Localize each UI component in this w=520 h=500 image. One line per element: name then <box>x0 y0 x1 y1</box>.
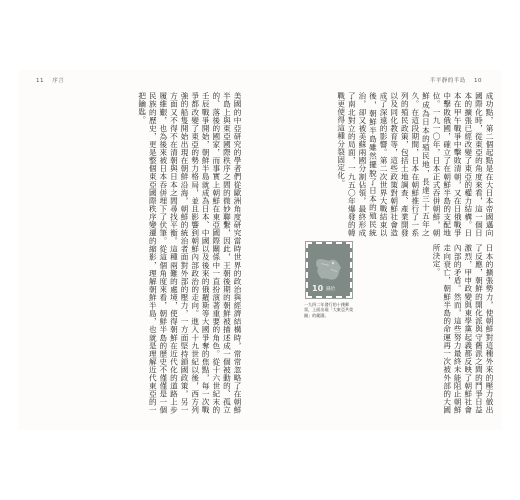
stamp-value-cjk: 錢拾 <box>326 287 335 292</box>
right-running-head: 半平靜的半島 <box>429 78 466 84</box>
right-folio <box>430 76 482 84</box>
right-page-body-upper: 成功點，第二個起點是在大日本帝國邁向國際化時，從東亞的角度來看，這一個日本的擴張已經改變了東亞的權力結構。日本在甲午戰爭中擊敗清朝，又在日俄戰爭中擊敗俄國，確立了在朝鮮半島的支配地位。一九一〇年，日本正式吞併朝鮮，朝鮮成為日本的殖民地，長達三十五年之久。在這段期間，日本在朝鮮推行了一系列的殖民政策，包括土地調查、產業開發以及同化教育等，這些政策對朝鮮社會造成了深遠的影響。第二次世界大戰結束以後，朝鮮半島雖然擺脫了日本的殖民統治，卻又被美蘇兩國分割佔領，最終形成了南北對立的局面，一九五〇年爆發的韓戰更使得這種分裂固定化。 <box>336 92 494 237</box>
left-page-number: 11 <box>36 78 44 84</box>
right-page-number: 10 <box>474 78 482 84</box>
left-page-body-text: 美國的中亞研究的學者們從歐洲角度研究當時世界的政治與經濟結構時，常常忽略了在朝鮮半島上與東亞國際秩序之間的微妙聯繫，因此，王朝後期的朝鮮被描述成一個被動的、孤立的、落後的國家，而事實上朝鮮在東亞國際關係中一直扮演著重要的角色。從十六世紀末的壬辰戰爭開始，朝鮮半島就成為日本、中國以及後來的俄羅斯等大國爭奪的焦點，每一次戰爭都改變了東亞的勢力格局，並且影響到朝鮮內部政治的走向。進入十九世紀以後，西方列強的船隻開始出現在朝鮮沿海，朝鮮的統治者面對外部的壓力，一方面堅持鎖國政策，另一方面又不得不在清朝與日本之間尋找平衡。這種兩難的處境，使得朝鮮在近代化的道路上步履維艱，也為後來被日本吞併埋下了伏筆。從這個角度來看，朝鮮半島的歷史不僅僅是一個民族的歷史，更是整個東亞國際秩序變遷的縮影，理解朝鮮半島，也就是理解近代東亞的一把鑰匙。 <box>137 92 242 414</box>
map-illustration-icon <box>313 254 345 284</box>
stamp-value: 10 <box>312 284 324 293</box>
left-folio <box>36 76 64 84</box>
figure-caption: 一九四二年發行的十錢郵票，上面出現「大東亞共榮圈」的範圍。 <box>304 302 354 318</box>
figure-stamp <box>304 240 356 326</box>
left-running-head: 序言 <box>52 78 65 84</box>
postage-stamp-image <box>306 242 352 298</box>
right-page-body-lower: 日本的擴張勢力，使朝鮮對這種外來的壓力做出了反應，朝鮮的開化派與守舊派之間的鬥爭日益激烈，甲申政變與東學黨起義都反映了朝鮮社會內部的矛盾。然而，這些努力最終未能阻止朝鮮走向衰亡，朝鮮半島的命運再一次被外部的大國所決定。 <box>432 244 494 414</box>
